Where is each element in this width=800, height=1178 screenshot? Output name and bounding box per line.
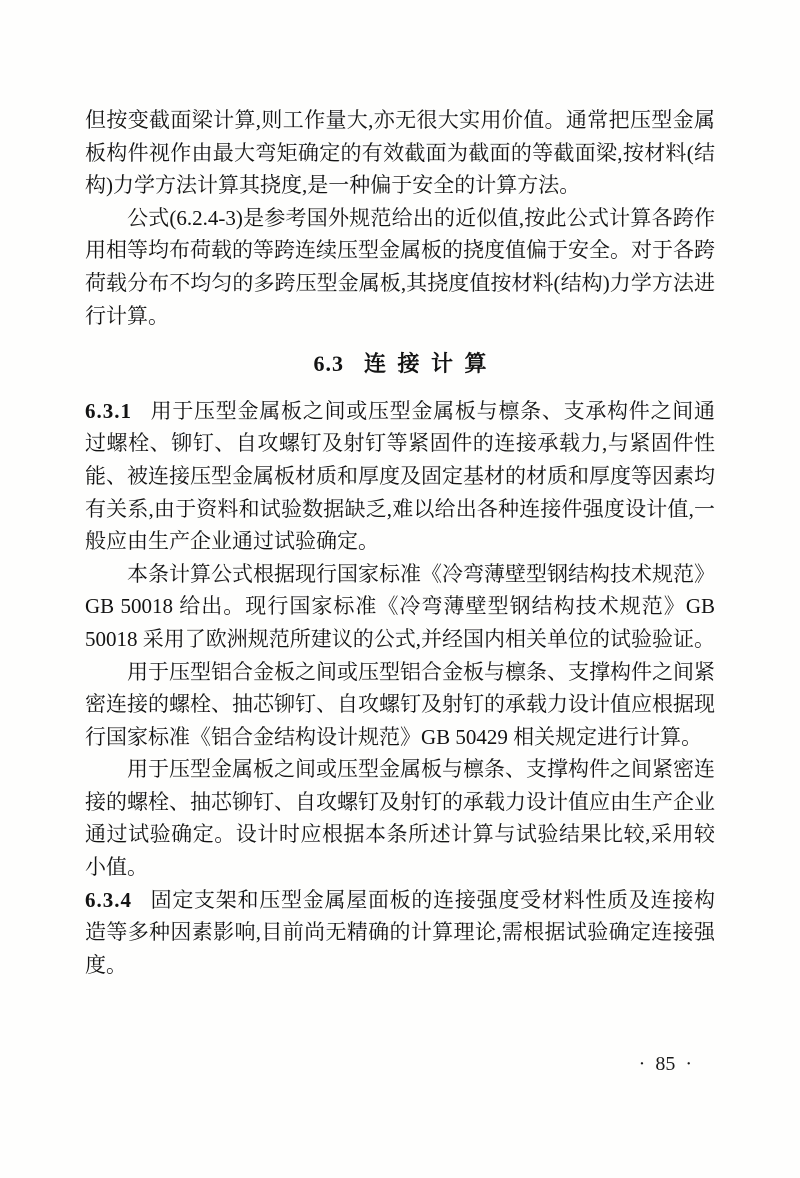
paragraph-formula-6-2-4-3: 公式(6.2.4-3)是参考国外规范给出的近似值,按此公式计算各跨作用相等均布荷载的等跨连续压型金属板的挠度值偏于安全。对于各跨荷载分布不均匀的多跨压型金属板,其挠度值按材料(结构)力学方法进行计算。 (85, 205, 715, 328)
page-number: · 85 · (638, 1053, 692, 1075)
clause-text: 用于压型金属板之间或压型金属板与檩条、支承构件之间通过螺栓、铆钉、自攻螺钉及射钉等紧固件的连接承载力,与紧固件性能、被连接压型金属板材质和厚度及固定基材的材质和厚度等因素均有关系,由于资料和试验数据缺乏,难以给出各种连接件强度设计值,一般应由生产企业通过试验确定。 (85, 398, 715, 554)
section-number: 6.3 (313, 351, 344, 377)
section-title: 连 接 计 算 (363, 351, 487, 377)
paragraph-test-determination: 用于压型金属板之间或压型金属板与檩条、支撑构件之间紧密连接的螺栓、抽芯铆钉、自攻螺钉及射钉的承载力设计值应由生产企业通过试验确定。设计时应根据本条所述计算与试验结果比较,采用较小值。 (85, 757, 715, 880)
clause-number: 6.3.1 (85, 398, 132, 423)
clause-text: 固定支架和压型金属屋面板的连接强度受材料性质及连接构造等多种因素影响,目前尚无精确的计算理论,需根据试验确定连接强度。 (85, 887, 715, 977)
paragraph-deflection-method: 但按变截面梁计算,则工作量大,亦无很大实用价值。通常把压型金属板构件视作由最大弯矩确定的有效截面为截面的等截面梁,按材料(结构)力学方法计算其挠度,是一种偏于安全的计算方法。 (85, 108, 715, 198)
paragraph-aluminium-gb50429: 用于压型铝合金板之间或压型铝合金板与檩条、支撑构件之间紧密连接的螺栓、抽芯铆钉、自攻螺钉及射钉的承载力设计值应根据现行国家标准《铝合金结构设计规范》GB 50429 相关规定进行计算。 (85, 659, 715, 749)
clause-6-3-1 (85, 395, 715, 558)
clause-number: 6.3.4 (85, 887, 132, 912)
paragraph-gb50018: 本条计算公式根据现行国家标准《冷弯薄壁型钢结构技术规范》GB 50018 给出。现行国家标准《冷弯薄壁型钢结构技术规范》GB 50018 采用了欧洲规范所建议的公式,并经国内相关单位的试验验证。 (85, 561, 715, 651)
page-content (85, 104, 715, 981)
clause-6-3-4 (85, 884, 715, 982)
section-heading-6-3 (85, 348, 715, 381)
